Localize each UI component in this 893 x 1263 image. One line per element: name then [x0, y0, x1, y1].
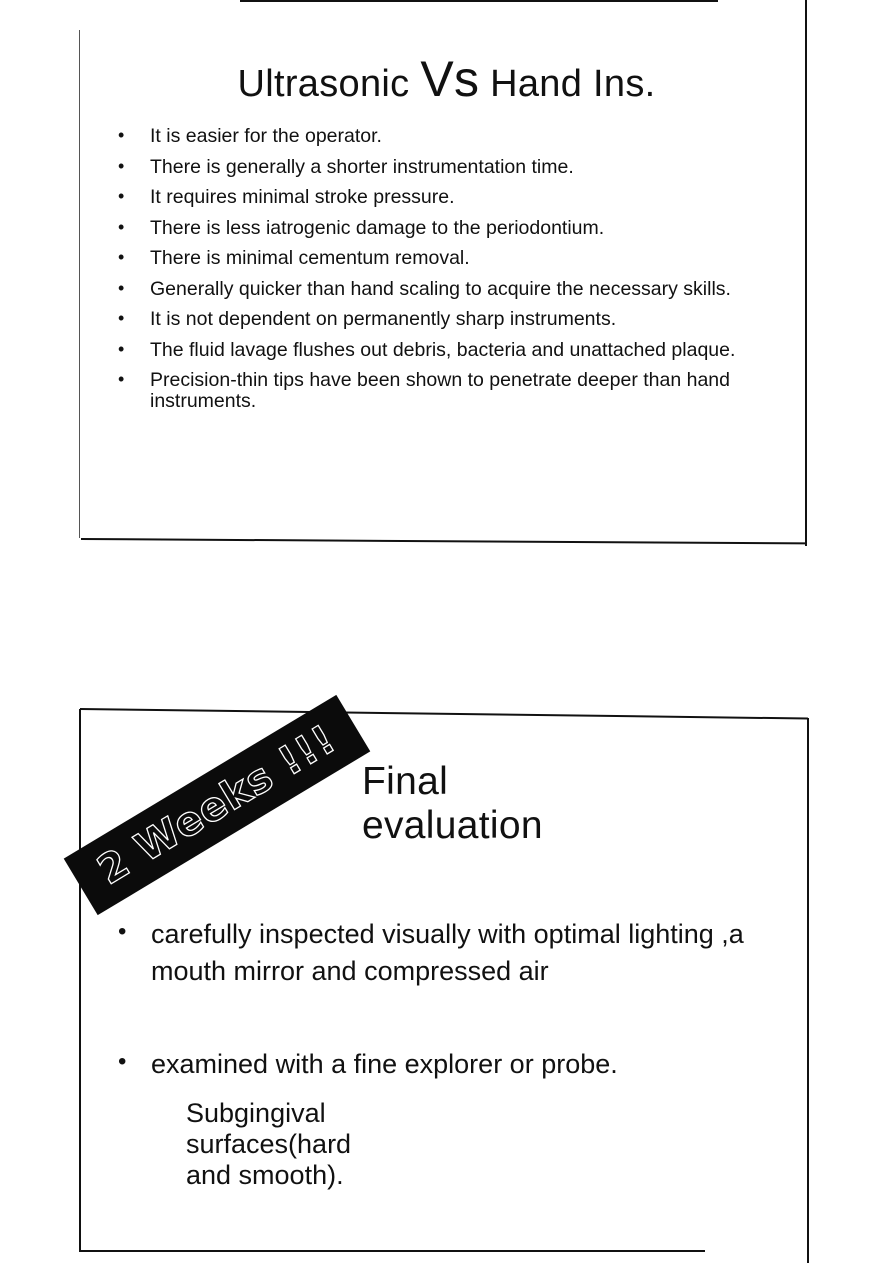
slide2-title: Final evaluation	[362, 760, 543, 847]
slide2-bottom-border	[79, 1250, 705, 1252]
slide1-bullet-list	[118, 126, 758, 422]
list-item: • carefully inspected visually with optimal lighting ,a mouth mirror and compressed air	[118, 916, 758, 990]
list-item: • Generally quicker than hand scaling to acquire the necessary skills.	[118, 279, 758, 300]
subgingival-note: Subgingival surfaces(hard and smooth).	[186, 1098, 352, 1190]
list-item: • examined with a fine explorer or probe.	[118, 1046, 758, 1083]
two-weeks-banner	[64, 695, 371, 915]
slide2-top-border	[80, 708, 808, 720]
list-item: • There is minimal cementum removal.	[118, 248, 758, 269]
list-item: • It requires minimal stroke pressure.	[118, 187, 758, 208]
list-item: • Precision-thin tips have been shown to penetrate deeper than hand instruments.	[118, 370, 758, 412]
list-item: • It is not dependent on permanently sharp instruments.	[118, 309, 758, 330]
list-item: • It is easier for the operator.	[118, 126, 758, 147]
slide1-title: Ultrasonic Vs Hand Ins.	[237, 51, 656, 107]
list-item: • The fluid lavage flushes out debris, bacteria and unattached plaque.	[118, 340, 758, 361]
list-item: • There is generally a shorter instrumentation time.	[118, 157, 758, 178]
list-item: • There is less iatrogenic damage to the periodontium.	[118, 218, 758, 239]
slide2-left-border	[79, 709, 81, 1251]
slide1-top-border	[240, 0, 718, 2]
slide2-right-border	[807, 718, 809, 1263]
banner-text: 2 Weeks !!!	[89, 716, 345, 894]
slide1-bottom-border	[81, 538, 807, 544]
slide2-bullet-list	[118, 916, 758, 1083]
